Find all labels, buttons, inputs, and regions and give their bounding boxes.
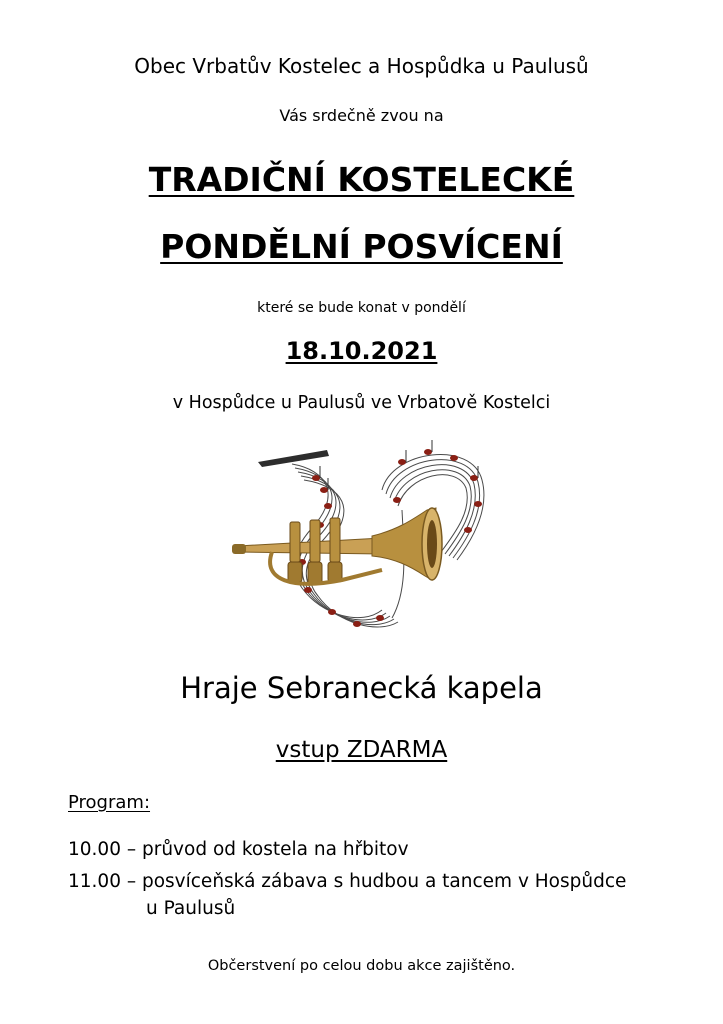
event-title-line-1: TRADIČNÍ KOSTELECKÉ: [148, 160, 575, 199]
program-item: 10.00 – průvod od kostela na hřbitov: [68, 839, 409, 860]
free-entry: vstup ZDARMA: [275, 737, 448, 763]
when-intro: které se bude konat v pondělí: [257, 300, 466, 316]
program-item: 11.00 – posvíceňská zábava s hudbou a tancem v Hospůdce: [68, 871, 627, 892]
band-announcement: Hraje Sebranecká kapela: [180, 671, 543, 705]
trumpet-music-notes-icon: [232, 440, 494, 646]
invite-line: Vás srdečně zvou na: [279, 106, 444, 125]
program-heading: Program:: [68, 792, 151, 813]
event-title-line-2: PONDĚLNÍ POSVÍCENÍ: [160, 227, 563, 266]
organizers-line: Obec Vrbatův Kostelec a Hospůdka u Paulusů: [134, 54, 589, 78]
event-venue: v Hospůdce u Paulusů ve Vrbatově Kostelci: [172, 393, 551, 413]
refreshments-note: Občerstvení po celou dobu akce zajištěno.: [207, 958, 516, 974]
event-date: 18.10.2021: [285, 337, 438, 365]
program-item-continuation: u Paulusů: [146, 898, 236, 919]
